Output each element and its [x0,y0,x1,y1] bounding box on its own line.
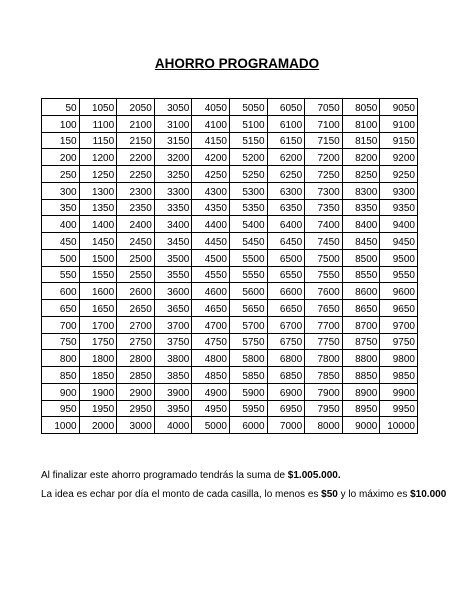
table-cell: 1500 [79,249,117,266]
table-cell: 450 [42,233,80,250]
instructions-note [41,489,446,500]
table-cell: 8000 [305,417,343,434]
table-cell: 2400 [117,216,155,233]
table-cell: 1750 [79,333,117,350]
table-cell: 3200 [154,149,192,166]
table-row [42,249,418,266]
table-cell: 5300 [229,182,267,199]
table-cell: 2200 [117,149,155,166]
table-cell: 6100 [267,115,305,132]
table-cell: 9800 [380,350,418,367]
table-row [42,367,418,384]
table-cell: 6350 [267,199,305,216]
table-cell: 8550 [342,266,380,283]
table-cell: 7750 [305,333,343,350]
table-cell: 2550 [117,266,155,283]
table-cell: 5250 [229,166,267,183]
table-cell: 1100 [79,115,117,132]
table-row [42,400,418,417]
table-cell: 4200 [192,149,230,166]
total-note-text: Al finalizar este ahorro programado tendrás la suma de [41,470,288,481]
table-cell: 2900 [117,383,155,400]
table-cell: 9050 [380,99,418,116]
table-cell: 6950 [267,400,305,417]
table-cell: 9550 [380,266,418,283]
table-cell: 3950 [154,400,192,417]
table-cell: 2100 [117,115,155,132]
table-cell: 5450 [229,233,267,250]
table-cell: 5500 [229,249,267,266]
table-cell: 4250 [192,166,230,183]
min-amount: $50 [321,489,338,500]
table-row [42,300,418,317]
table-cell: 4100 [192,115,230,132]
table-cell: 9500 [380,249,418,266]
table-cell: 9150 [380,132,418,149]
table-cell: 9600 [380,283,418,300]
total-amount: $1.005.000. [287,470,341,481]
table-cell: 7000 [267,417,305,434]
table-cell: 8500 [342,249,380,266]
table-cell: 1650 [79,300,117,317]
table-cell: 6000 [229,417,267,434]
table-cell: 3700 [154,316,192,333]
table-cell: 4500 [192,249,230,266]
table-cell: 3500 [154,249,192,266]
table-cell: 3800 [154,350,192,367]
table-cell: 5650 [229,300,267,317]
table-cell: 5850 [229,367,267,384]
instructions-middle-text: y lo máximo es [337,489,411,500]
table-cell: 9950 [380,400,418,417]
table-cell: 8200 [342,149,380,166]
table-cell: 6550 [267,266,305,283]
table-cell: 9450 [380,233,418,250]
table-cell: 5350 [229,199,267,216]
table-cell: 7400 [305,216,343,233]
table-cell: 8150 [342,132,380,149]
table-cell: 6700 [267,316,305,333]
table-cell: 8100 [342,115,380,132]
table-cell: 3000 [117,417,155,434]
table-cell: 6150 [267,132,305,149]
table-cell: 7250 [305,166,343,183]
table-cell: 2850 [117,367,155,384]
table-cell: 5050 [229,99,267,116]
table-cell: 1050 [79,99,117,116]
table-cell: 8350 [342,199,380,216]
table-cell: 1900 [79,383,117,400]
table-cell: 10000 [380,417,418,434]
table-cell: 9750 [380,333,418,350]
table-cell: 6800 [267,350,305,367]
table-cell: 8950 [342,400,380,417]
table-cell: 4550 [192,266,230,283]
table-cell: 4700 [192,316,230,333]
table-cell: 5200 [229,149,267,166]
table-cell: 9100 [380,115,418,132]
table-cell: 1400 [79,216,117,233]
table-cell: 9850 [380,367,418,384]
table-cell: 2250 [117,166,155,183]
table-cell: 9000 [342,417,380,434]
table-cell: 7300 [305,182,343,199]
table-cell: 5900 [229,383,267,400]
table-cell: 6500 [267,249,305,266]
table-cell: 8450 [342,233,380,250]
table-cell: 7700 [305,316,343,333]
table-cell: 7950 [305,400,343,417]
table-cell: 5700 [229,316,267,333]
table-cell: 8700 [342,316,380,333]
table-cell: 2800 [117,350,155,367]
table-cell: 850 [42,367,80,384]
table-cell: 9350 [380,199,418,216]
table-row [42,233,418,250]
savings-table-body [42,99,418,434]
table-cell: 9250 [380,166,418,183]
table-cell: 2150 [117,132,155,149]
table-cell: 9400 [380,216,418,233]
table-cell: 2700 [117,316,155,333]
table-cell: 6750 [267,333,305,350]
table-cell: 6650 [267,300,305,317]
table-cell: 3900 [154,383,192,400]
table-cell: 7500 [305,249,343,266]
table-cell: 300 [42,182,80,199]
table-cell: 5000 [192,417,230,434]
table-cell: 2050 [117,99,155,116]
table-cell: 7050 [305,99,343,116]
table-row [42,149,418,166]
table-cell: 7800 [305,350,343,367]
table-cell: 4300 [192,182,230,199]
table-cell: 4850 [192,367,230,384]
table-row [42,132,418,149]
table-cell: 7100 [305,115,343,132]
table-cell: 8050 [342,99,380,116]
table-cell: 5150 [229,132,267,149]
table-cell: 6900 [267,383,305,400]
table-cell: 2450 [117,233,155,250]
table-cell: 700 [42,316,80,333]
page-title [0,56,474,71]
table-cell: 1600 [79,283,117,300]
table-cell: 2600 [117,283,155,300]
table-cell: 7150 [305,132,343,149]
table-cell: 8750 [342,333,380,350]
table-cell: 750 [42,333,80,350]
table-cell: 7350 [305,199,343,216]
table-cell: 500 [42,249,80,266]
table-cell: 3350 [154,199,192,216]
table-row [42,350,418,367]
table-cell: 650 [42,300,80,317]
table-row [42,383,418,400]
table-cell: 4750 [192,333,230,350]
savings-table [41,98,418,434]
table-cell: 7850 [305,367,343,384]
table-row [42,115,418,132]
table-cell: 1700 [79,316,117,333]
table-cell: 2000 [79,417,117,434]
table-cell: 4150 [192,132,230,149]
table-cell: 4950 [192,400,230,417]
table-cell: 6300 [267,182,305,199]
table-cell: 950 [42,400,80,417]
table-cell: 6200 [267,149,305,166]
total-note [41,470,341,481]
table-cell: 3300 [154,182,192,199]
table-cell: 4000 [154,417,192,434]
max-amount: $10.000 [410,489,447,500]
table-cell: 8600 [342,283,380,300]
table-cell: 8800 [342,350,380,367]
table-cell: 2500 [117,249,155,266]
table-row [42,166,418,183]
instructions-text: La idea es echar por día el monto de cada casilla, lo menos es [41,489,322,500]
table-cell: 6400 [267,216,305,233]
table-cell: 6250 [267,166,305,183]
table-row [42,199,418,216]
table-cell: 9300 [380,182,418,199]
table-cell: 3450 [154,233,192,250]
table-cell: 1450 [79,233,117,250]
table-cell: 3250 [154,166,192,183]
table-cell: 8400 [342,216,380,233]
table-cell: 600 [42,283,80,300]
table-cell: 5800 [229,350,267,367]
table-cell: 250 [42,166,80,183]
table-cell: 3600 [154,283,192,300]
table-cell: 8900 [342,383,380,400]
table-cell: 2300 [117,182,155,199]
table-row [42,182,418,199]
table-cell: 7900 [305,383,343,400]
table-cell: 3650 [154,300,192,317]
table-cell: 1300 [79,182,117,199]
table-cell: 5600 [229,283,267,300]
table-cell: 1250 [79,166,117,183]
table-cell: 3150 [154,132,192,149]
table-cell: 4400 [192,216,230,233]
table-cell: 9900 [380,383,418,400]
table-row [42,417,418,434]
table-cell: 7600 [305,283,343,300]
table-row [42,216,418,233]
table-cell: 7650 [305,300,343,317]
table-cell: 100 [42,115,80,132]
table-cell: 4600 [192,283,230,300]
table-cell: 8250 [342,166,380,183]
table-cell: 1350 [79,199,117,216]
table-cell: 5950 [229,400,267,417]
table-cell: 900 [42,383,80,400]
table-cell: 3100 [154,115,192,132]
table-cell: 4050 [192,99,230,116]
table-cell: 1800 [79,350,117,367]
table-cell: 400 [42,216,80,233]
table-cell: 50 [42,99,80,116]
table-cell: 4800 [192,350,230,367]
table-cell: 800 [42,350,80,367]
table-cell: 5750 [229,333,267,350]
table-cell: 8300 [342,182,380,199]
table-cell: 6850 [267,367,305,384]
table-cell: 2650 [117,300,155,317]
table-cell: 1850 [79,367,117,384]
table-row [42,99,418,116]
table-cell: 8650 [342,300,380,317]
table-cell: 4650 [192,300,230,317]
table-cell: 9700 [380,316,418,333]
table-cell: 4450 [192,233,230,250]
table-cell: 7200 [305,149,343,166]
table-cell: 1550 [79,266,117,283]
table-cell: 2750 [117,333,155,350]
table-row [42,333,418,350]
table-cell: 5550 [229,266,267,283]
table-cell: 9200 [380,149,418,166]
table-cell: 350 [42,199,80,216]
table-cell: 9650 [380,300,418,317]
table-cell: 3050 [154,99,192,116]
table-cell: 8850 [342,367,380,384]
table-row [42,266,418,283]
table-cell: 1000 [42,417,80,434]
table-cell: 1150 [79,132,117,149]
table-cell: 550 [42,266,80,283]
table-cell: 4350 [192,199,230,216]
table-cell: 2950 [117,400,155,417]
table-cell: 1200 [79,149,117,166]
table-cell: 6450 [267,233,305,250]
table-cell: 5400 [229,216,267,233]
table-cell: 6600 [267,283,305,300]
table-row [42,283,418,300]
table-cell: 7450 [305,233,343,250]
table-cell: 5100 [229,115,267,132]
table-cell: 2350 [117,199,155,216]
page-title-text: AHORRO PROGRAMADO [154,56,320,71]
table-cell: 3850 [154,367,192,384]
table-row [42,316,418,333]
table-cell: 200 [42,149,80,166]
table-cell: 3750 [154,333,192,350]
table-cell: 7550 [305,266,343,283]
table-cell: 3400 [154,216,192,233]
table-cell: 3550 [154,266,192,283]
table-cell: 150 [42,132,80,149]
table-cell: 1950 [79,400,117,417]
table-cell: 6050 [267,99,305,116]
table-cell: 4900 [192,383,230,400]
